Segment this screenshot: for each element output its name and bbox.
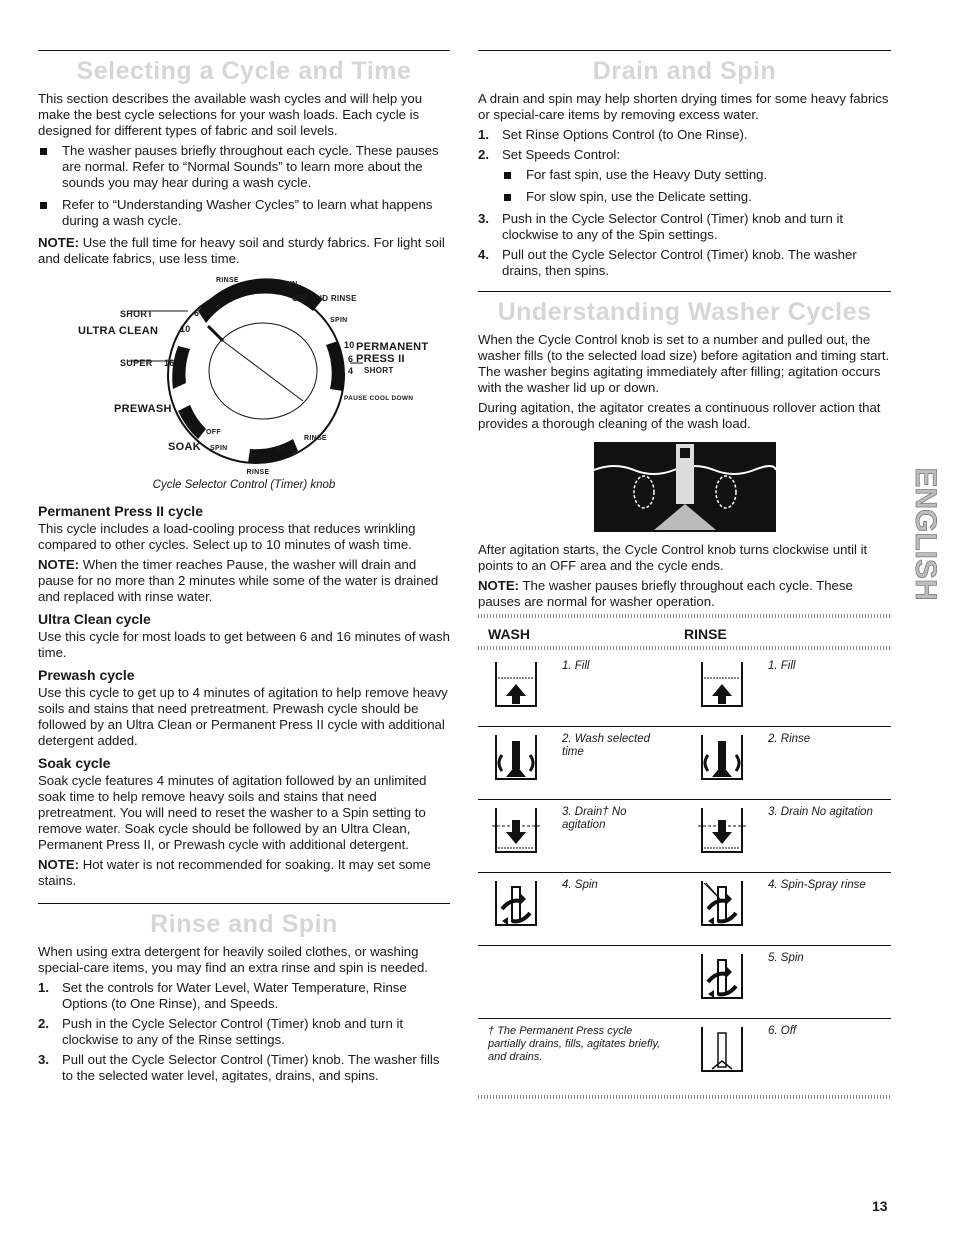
step-item <box>478 127 891 143</box>
dial-label-spin-top: SPIN <box>280 281 298 288</box>
ultra-clean-text: Use this cycle for most loads to get between 6 and 16 minutes of wash time. <box>38 629 450 660</box>
step-number: 2. <box>38 1016 49 1031</box>
step-text: Set Rinse Options Control (to One Rinse). <box>502 127 748 142</box>
step-item <box>38 1016 450 1048</box>
dial-label-super: SUPER <box>120 358 153 368</box>
rinse-step-label: 4. Spin-Spray rinse <box>768 879 866 891</box>
rinse-cell <box>684 1019 890 1091</box>
table-row <box>478 800 891 873</box>
drain-icon <box>694 806 750 858</box>
fill-icon <box>488 660 544 712</box>
section-title-selecting-cycle: Selecting a Cycle and Time <box>76 57 412 85</box>
dial-label-off-2nd-rinse: OFF 2ND RINSE <box>292 294 357 303</box>
note-label: NOTE: <box>38 557 80 572</box>
sub-bullet: For slow spin, use the Delicate setting. <box>502 189 891 205</box>
understanding-p1: When the Cycle Control knob is set to a number and pulled out, the washer fills (to the selected load size) before agitation and timing start. The washer begins agitating immediately after filling; agitation occurs with the washer lid up or down. <box>478 332 890 395</box>
prewash-heading: Prewash cycle <box>38 667 135 683</box>
agitate-icon <box>488 733 544 785</box>
dial-label-rinse-top: RINSE <box>216 277 239 284</box>
dial-label-spin-right: SPIN <box>330 317 348 324</box>
ultra-clean-heading: Ultra Clean cycle <box>38 611 151 627</box>
side-tab-text: ENGLISH <box>909 467 943 601</box>
step-item <box>38 980 450 1012</box>
wash-step-label: 1. Fill <box>562 660 590 672</box>
soak-heading: Soak cycle <box>38 755 111 771</box>
perm-press-text: This cycle includes a load-cooling process that reduces wrinkling compared to other cycles. Select up to 10 minutes of wash time. <box>38 521 416 552</box>
step-item <box>478 147 891 163</box>
step-text: Set the controls for Water Level, Water Temperature, Rinse Options (to One Rinse), and Speeds. <box>62 980 407 1011</box>
soak-text: Soak cycle features 4 minutes of agitation followed by an unlimited soak time to help remove heavy soils and stains that need pretreatment. You will need to reset the washer to a Spin setting to remove water. Soak cycle should be followed by an Ultra Clean, Permanent Press II, or Prewash cycle with additional detergent. <box>38 773 427 852</box>
rinse-intro: When using extra detergent for heavily soiled clothes, or washing special-care items, you may find an extra rinse and spin is needed. <box>38 944 428 975</box>
wash-step-label <box>496 952 606 1018</box>
dial-num: 6 <box>348 354 354 364</box>
understanding-p2: During agitation, the agitator creates a continuous rollover action that provides a thorough cleaning of the wash load. <box>478 400 881 431</box>
drain-icon <box>488 806 544 858</box>
dial-label-spin-bottom: SPIN <box>276 447 294 454</box>
dial-label-spin-bottom: SPIN <box>210 445 228 452</box>
section-rule <box>38 903 450 904</box>
wash-cell <box>478 873 684 945</box>
dial-label-prewash: PREWASH <box>114 403 172 415</box>
rinse-step-label: 1. Fill <box>768 660 796 672</box>
step-text: Push in the Cycle Selector Control (Timer) knob and turn it clockwise to any of the Rinse settings. <box>62 1016 404 1047</box>
table-top-hatch <box>478 614 891 618</box>
note-text: The washer pauses briefly throughout each cycle. These pauses are normal for washer operation. <box>478 578 853 609</box>
sub-bullet: For fast spin, use the Heavy Duty setting. <box>502 167 891 183</box>
note-label: NOTE: <box>38 857 80 872</box>
step-text: Pull out the Cycle Selector Control (Timer) knob. The washer drains, then spins. <box>502 247 857 278</box>
right-column <box>478 50 891 1103</box>
step-item <box>38 1052 450 1084</box>
section-rule <box>478 50 891 51</box>
step-item <box>478 211 891 243</box>
perm-press-note <box>38 557 450 605</box>
dial-label-2nd-rinse: 2ND RINSE <box>246 453 270 476</box>
wash-cell-footnote <box>478 1019 684 1091</box>
spin-icon <box>694 952 750 1004</box>
rinse-header: RINSE <box>684 626 727 642</box>
drain-intro: A drain and spin may help shorten drying times for some heavy fabrics or special-care items by removing excess water. <box>478 91 889 122</box>
rinse-cell <box>684 800 890 872</box>
footnote <box>488 1025 668 1091</box>
drain-steps <box>478 127 891 163</box>
dial-label-short: SHORT <box>120 309 153 319</box>
section-rule <box>478 291 891 292</box>
note-text: Hot water is not recommended for soaking. It may set some stains. <box>38 857 431 888</box>
off-icon <box>694 1025 750 1077</box>
wash-header: WASH <box>488 626 530 642</box>
wash-cell-empty <box>478 946 684 1018</box>
step-number: 3. <box>38 1052 49 1067</box>
dial-label-press-ii: PRESS II <box>356 353 405 365</box>
table-row <box>478 873 891 946</box>
table-bottom-hatch <box>478 1095 891 1099</box>
note-label: NOTE: <box>478 578 520 593</box>
footnote-text: The Permanent Press cycle partially drains, fills, agitates briefly, and drains. <box>488 1025 661 1063</box>
note-paragraph <box>38 235 450 267</box>
rinse-cell <box>684 946 890 1018</box>
step-text: Pull out the Cycle Selector Control (Timer) knob. The washer fills to the selected water level, agitates, drains, and spins. <box>62 1052 440 1083</box>
rinse-step-label: 3. Drain No agitation <box>768 806 873 818</box>
cycle-table <box>478 654 891 1091</box>
wash-step-label: 4. Spin <box>562 879 598 891</box>
page-number: 13 <box>872 1198 888 1214</box>
section-title-understanding: Understanding Washer Cycles <box>497 298 872 326</box>
spin-icon <box>488 879 544 931</box>
note-text: Use the full time for heavy soil and sturdy fabrics. For light soil and delicate fabrics, use less time. <box>38 235 445 266</box>
wash-cell <box>478 800 684 872</box>
agitate-icon <box>694 733 750 785</box>
section-rule <box>38 50 450 51</box>
agitator-graphic <box>594 442 776 532</box>
dial-label-permanent: PERMANENT <box>356 341 429 353</box>
dial-num: 10 <box>180 324 191 334</box>
drain-steps-cont <box>478 211 891 279</box>
note-text: When the timer reaches Pause, the washer will drain and pause for no more than 2 minutes while some of the water is drained and replaced with rinse water. <box>38 557 439 604</box>
step-number: 3. <box>478 211 489 226</box>
agitator-illustration <box>594 442 776 532</box>
step-number: 4. <box>478 247 489 262</box>
dial-label-soak: SOAK <box>168 441 201 453</box>
dial-num: 6 <box>194 308 200 318</box>
step-text: Push in the Cycle Selector Control (Timer) knob and turn it clockwise to any of the Spin settings. <box>502 211 844 242</box>
table-row <box>478 946 891 1019</box>
left-column <box>38 50 450 1088</box>
table-row <box>478 654 891 727</box>
dial-num: 16 <box>164 358 175 368</box>
rinse-steps <box>38 980 450 1084</box>
fill-icon <box>694 660 750 712</box>
wash-cell <box>478 654 684 726</box>
section-title-drain-spin: Drain and Spin <box>592 57 777 85</box>
step-text: Set Speeds Control: <box>502 147 621 162</box>
rinse-step-label: 6. Off <box>768 1025 797 1037</box>
dial-label-pause-cool-down: PAUSE COOL DOWN <box>344 395 414 402</box>
rinse-step-label: 2. Rinse <box>768 733 811 745</box>
side-tab-graphic <box>905 450 943 618</box>
table-row <box>478 727 891 800</box>
rinse-cell <box>684 873 890 945</box>
rinse-cell <box>684 727 890 799</box>
understanding-note <box>478 578 891 610</box>
dial-caption: Cycle Selector Control (Timer) knob <box>152 479 336 491</box>
bullet-item: Refer to “Understanding Washer Cycles” to learn what happens during a wash cycle. <box>38 197 450 229</box>
dial-num: 10 <box>344 340 355 350</box>
prewash-text: Use this cycle to get up to 4 minutes of agitation to help remove heavy soils and stains that need pretreatment. Prewash cycle should be followed by an Ultra Clean or Permanent Press II cycle with additional detergent added. <box>38 685 448 748</box>
bullet-item: The washer pauses briefly throughout each cycle. These pauses are normal. Refer to “Normal Sounds” to learn more about the sounds you may hear during a wash cycle. <box>38 143 450 191</box>
spin-spray-icon <box>694 879 750 931</box>
wash-cell <box>478 727 684 799</box>
note-label: NOTE: <box>38 235 80 250</box>
intro-paragraph: This section describes the available wash cycles and will help you make the best cycle selections for your wash loads. Each cycle is designed for different types of fabric and soil levels. <box>38 91 423 138</box>
dial-num: 4 <box>186 418 192 428</box>
perm-press-heading: Permanent Press II cycle <box>38 503 203 519</box>
rinse-step-label: 5. Spin <box>768 952 804 964</box>
table-header-hatch <box>478 646 891 650</box>
dial-label-rinse-bottom: RINSE <box>304 435 327 442</box>
step-number: 1. <box>478 127 489 142</box>
section-title-rinse-spin: Rinse and Spin <box>150 910 338 938</box>
dial-label-ultra-clean: ULTRA CLEAN <box>78 325 159 337</box>
dial-label-short-right: SHORT <box>364 366 394 375</box>
step-number: 1. <box>38 980 49 995</box>
cycle-selector-dial <box>38 271 450 476</box>
footnote-mark: † <box>488 1025 495 1037</box>
language-side-tab <box>905 450 943 618</box>
step-item <box>478 247 891 279</box>
table-row <box>478 1019 891 1091</box>
wash-step-label: 2. Wash selected time <box>562 733 651 758</box>
understanding-p3: After agitation starts, the Cycle Control knob turns clockwise until it points to an OFF area and the cycle ends. <box>478 542 868 573</box>
wash-step-label: 3. Drain† No agitation <box>562 806 627 831</box>
speed-sub-list <box>478 167 891 205</box>
soak-note <box>38 857 450 889</box>
cycle-table-header <box>478 626 891 642</box>
dial-label-off-bottom: OFF <box>206 429 221 436</box>
step-number: 2. <box>478 147 489 162</box>
dial-num: 4 <box>348 366 354 376</box>
bullet-list <box>38 143 450 229</box>
rinse-cell <box>684 654 890 726</box>
